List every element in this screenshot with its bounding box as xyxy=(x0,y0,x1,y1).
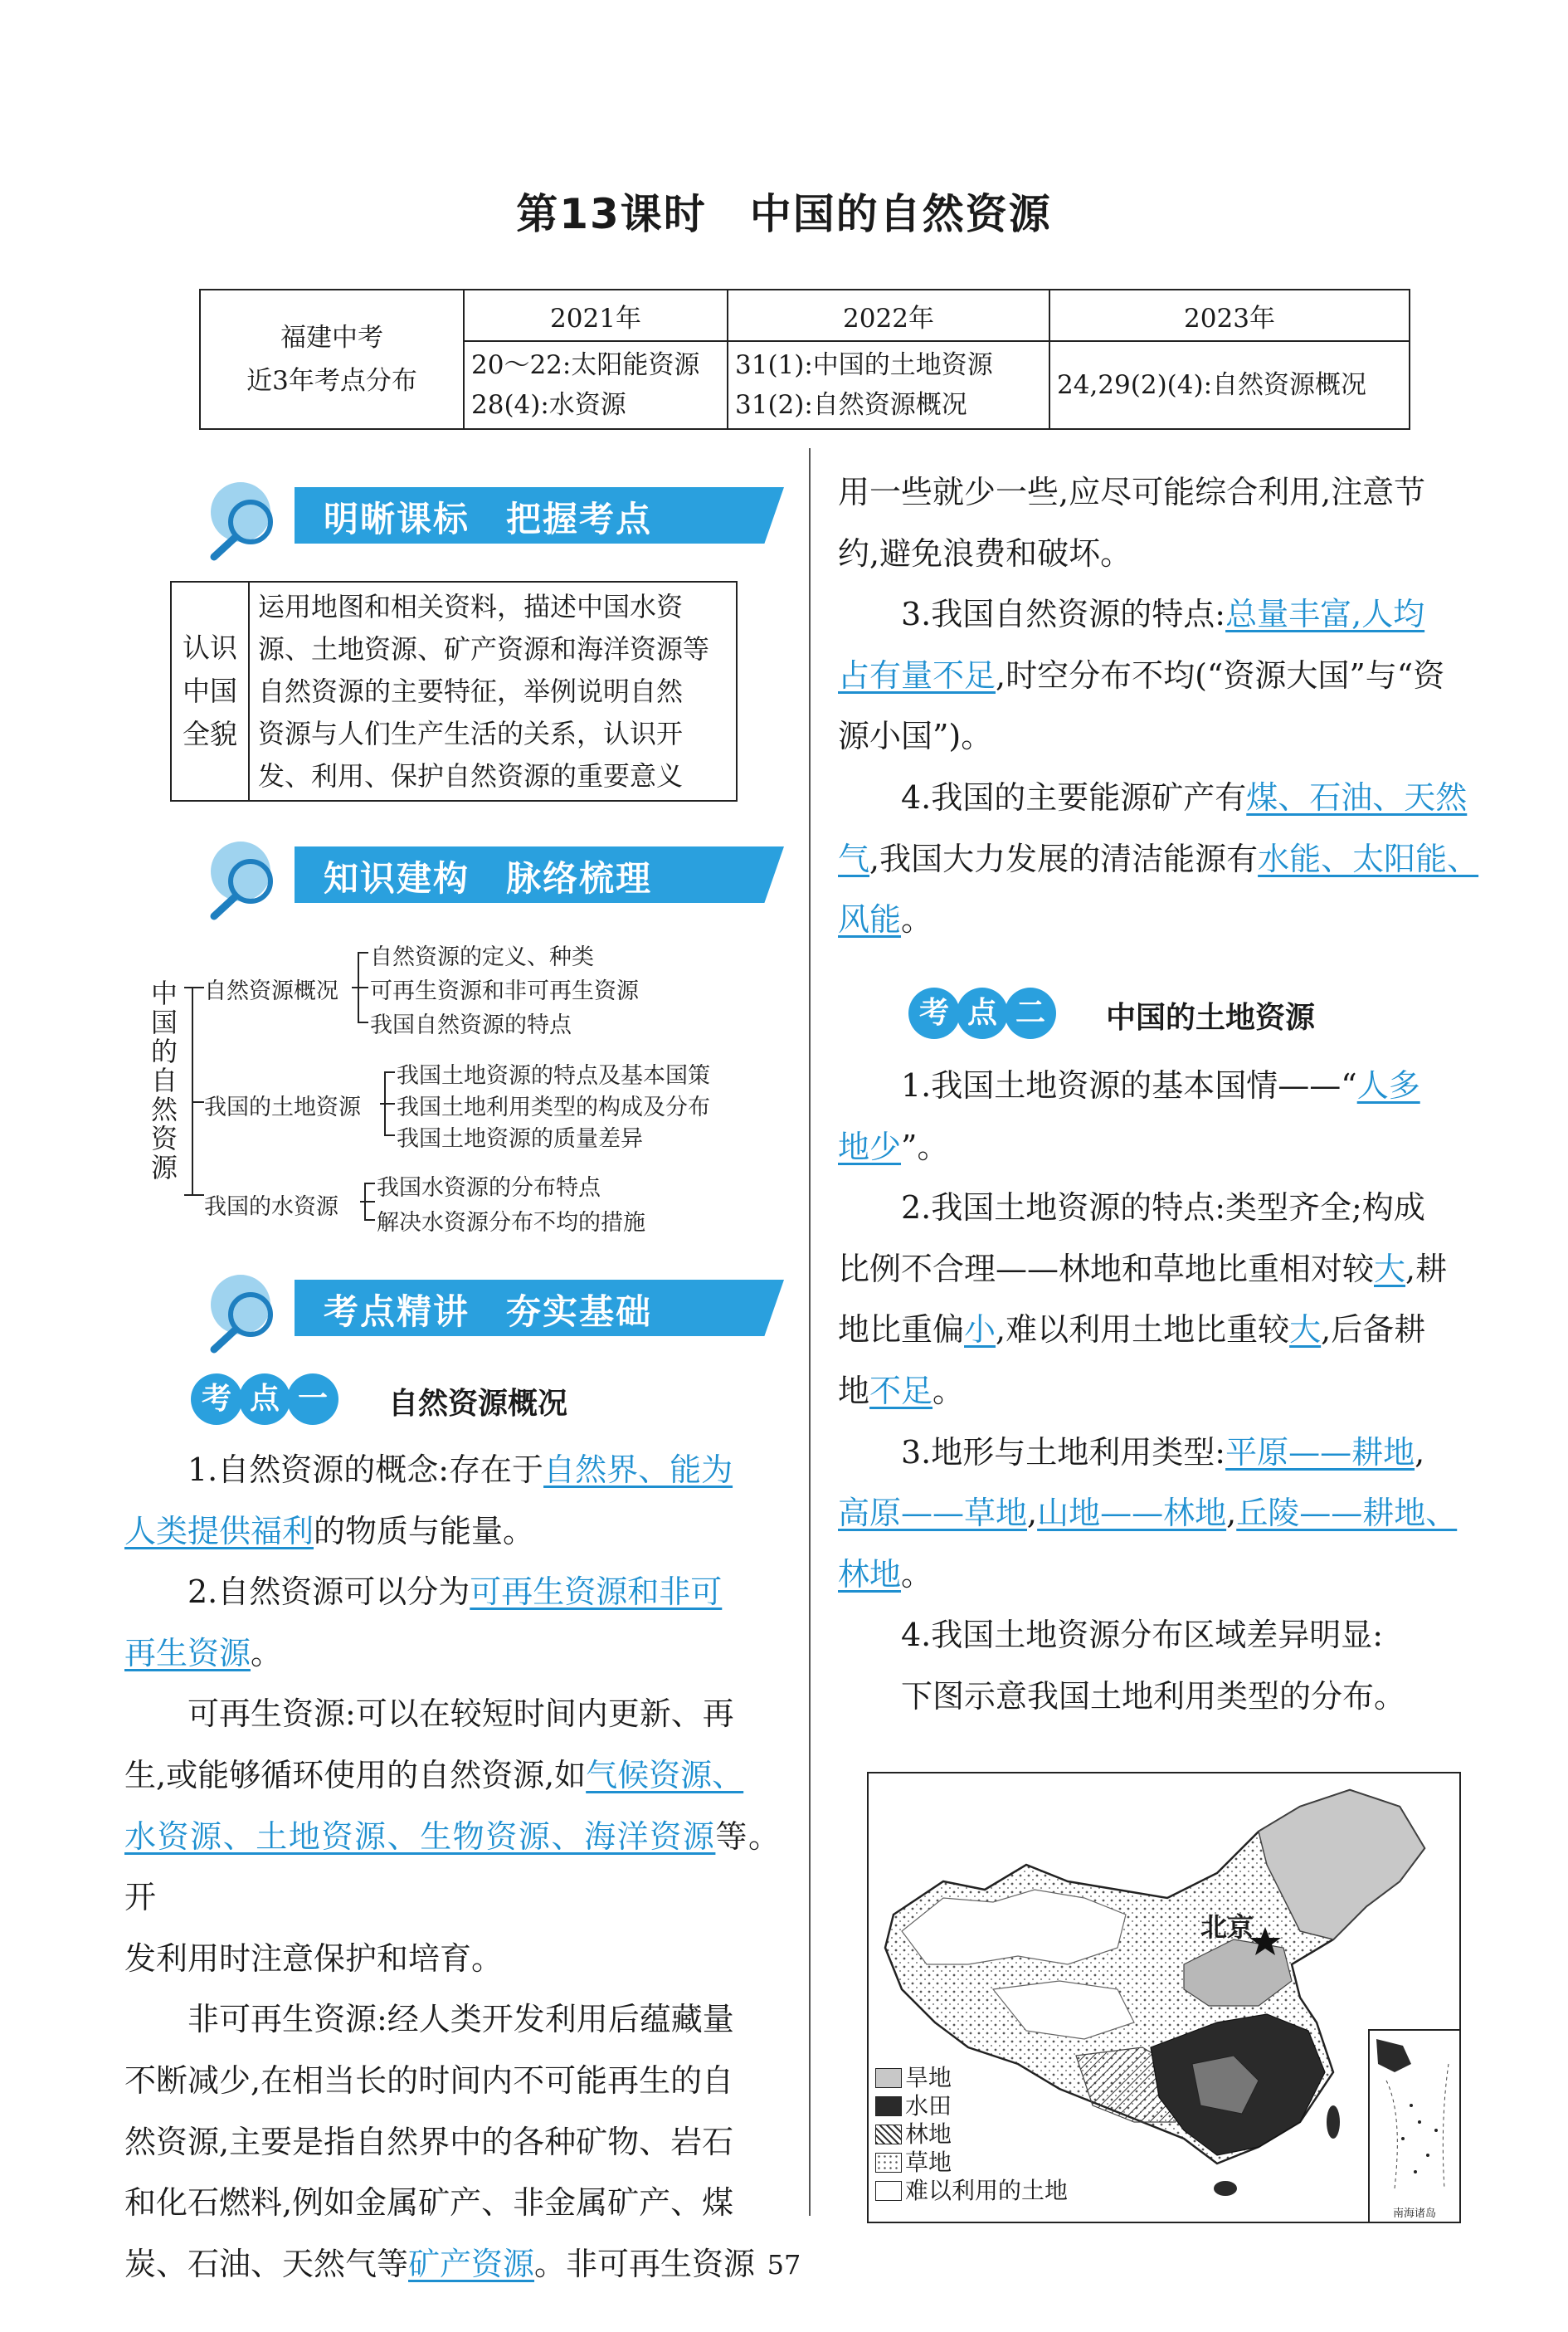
magnifier-icon xyxy=(199,1263,307,1354)
tree-branch-1: 自然资源概况 xyxy=(204,978,338,1004)
tree-item: 解决水资源分布不均的措施 xyxy=(377,1210,645,1236)
standard-label: 认识 中国 全貌 xyxy=(172,583,250,800)
tree-root: 中 国 的 自 然 资 源 xyxy=(150,978,178,1183)
key-point-2-header: 考 点 二 中国的土地资源 xyxy=(908,988,1390,1039)
south-sea-islands-shape xyxy=(1370,2031,1459,2205)
cell-2021: 20～22:太阳能资源 28(4):水资源 xyxy=(464,341,728,429)
beijing-label: 北京 xyxy=(1200,1911,1254,1943)
right-column-text-2: 1.我国土地资源的基本国情——“人多 地少”。 2.我国土地资源的特点:类型齐全;构成 比例不合理——林地和草地比重相对较大,耕 地比重偏小,难以利用土地比重较大,后备耕 地不足。 3.地形与土地利用类型:平原——耕地, 高原——草地,山地——林地,丘陵——耕地、 林地。 4.我国土地资源分布区域差异明显: 下图示意我国土地利用类型的分布。 xyxy=(838,1067,1458,1715)
section-banner-knowledge: 知识建构 脉络梳理 xyxy=(199,845,788,905)
tree-branch-2: 我国的土地资源 xyxy=(204,1095,361,1120)
tree-branch-3: 我国的水资源 xyxy=(204,1194,338,1220)
key-point-1-header: 考 点 一 自然资源概况 xyxy=(191,1373,622,1425)
section-banner-points: 考点精讲 夯实基础 xyxy=(199,1278,788,1338)
section-banner-curriculum: 明晰课标 把握考点 xyxy=(199,485,788,545)
page-title: 第13课时 中国的自然资源 xyxy=(516,190,1052,238)
table-row-label: 福建中考 近3年考点分布 xyxy=(200,290,464,429)
column-divider xyxy=(809,448,811,2216)
year-2023: 2023年 xyxy=(1049,290,1410,341)
tree-item: 我国自然资源的特点 xyxy=(370,1012,572,1038)
tree-item: 自然资源的定义、种类 xyxy=(370,944,594,970)
legend-item-unusable: 难以利用的土地 xyxy=(875,2177,1068,2205)
year-2022: 2022年 xyxy=(728,290,1049,341)
tree-item: 我国水资源的分布特点 xyxy=(377,1175,601,1201)
legend-item-paddy: 水田 xyxy=(875,2092,1068,2120)
legend-item-grassland: 草地 xyxy=(875,2149,1068,2177)
left-column-text: 1.自然资源的概念:存在于自然界、能为 人类提供福利的物质与能量。 2.自然资源可以分为可再生资源和非可 再生资源。 可再生资源:可以在较短时间内更新、再 生,或能够循环使用的自然资源,如气候资源、 水资源、土地资源、生物资源、海洋资源等。开 发利用时注意保护和培育。 非可再生资源:经人类开发利用后蕴藏量 不断减少,在相当长的时间内不可能再生的自 然资源,主要是指自然界中的各种矿物、岩石 和化石燃料,例如金属矿产、非金属矿产、煤 炭、石油、天然气等矿产资源。非可再生资源 xyxy=(124,1451,780,2282)
cell-2023: 24,29(2)(4):自然资源概况 xyxy=(1049,341,1410,429)
year-2021: 2021年 xyxy=(464,290,728,341)
map-legend xyxy=(875,2064,1068,2205)
page-number: 57 xyxy=(767,2249,801,2281)
cell-2022: 31(1):中国的土地资源 31(2):自然资源概况 xyxy=(728,341,1049,429)
south-sea-inset: 南海诸岛 xyxy=(1368,2029,1459,2222)
tree-item: 可再生资源和非可再生资源 xyxy=(370,978,639,1004)
standard-text: 运用地图和相关资料，描述中国水资 源、土地资源、矿产资源和海洋资源等 自然资源的主要特征，举例说明自然 资源与人们生产生活的关系，认识开 发、利用、保护自然资源的重要意义 xyxy=(258,591,710,792)
tree-item: 我国土地资源的特点及基本国策 xyxy=(397,1063,710,1089)
land-use-map xyxy=(867,1772,1461,2223)
tree-item: 我国土地资源的质量差异 xyxy=(397,1126,643,1152)
legend-item-forest: 林地 xyxy=(875,2120,1068,2149)
tree-item: 我国土地利用类型的构成及分布 xyxy=(397,1095,710,1120)
legend-item-dryland: 旱地 xyxy=(875,2064,1068,2092)
right-column-text-1: 用一些就少一些,应尽可能综合利用,注意节 约,避免浪费和破坏。 3.我国自然资源的特点:总量丰富,人均 占有量不足,时空分布不均(“资源大国”与“资 源小国”)。 4.我国的主要能源矿产有煤、石油、天然 气,我国大力发展的清洁能源有水能、太阳能、 风能。 xyxy=(838,474,1479,939)
